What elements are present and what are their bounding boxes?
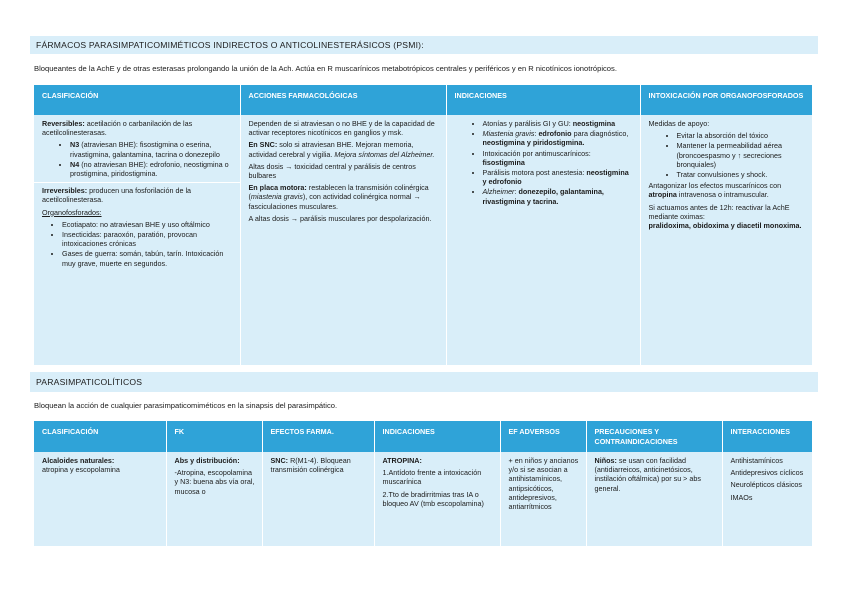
- list-item: • Gases de guerra: somán, tabún, tarín. Intoxicación muy grave, muerte en segundos.: [62, 249, 235, 267]
- list-item: Neurolépticos clásicos: [730, 480, 803, 490]
- header-clasificacion: CLASIFICACIÓN: [34, 85, 240, 115]
- list-item: • Insecticidas: paraoxón, paratión, provocan intoxicaciones crónicas: [62, 230, 235, 248]
- divider: [34, 182, 240, 183]
- parasimpaticoliticos-table: [34, 421, 812, 546]
- cell-clasificacion: [34, 115, 240, 365]
- cell-efectos: SNC: R(M1-4). Bloquean transmisión colinérgica: [262, 452, 374, 546]
- section-title-text: FÁRMACOS PARASIMPATICOMIMÉTICOS INDIRECTOS O ANTICOLINESTERÁSICOS (PSMI):: [36, 40, 424, 50]
- header-precauciones: PRECAUCIONES Y CONTRAINDICACIONES: [586, 421, 722, 452]
- cell-acciones: Dependen de si atraviesan o no BHE y de la capacidad de activar receptores nicotínicos en ganglios y msk. En SNC: solo si atraviesan BHE. Mejoran memoria, actividad cerebral y vigilia. Mejora síntomas del Alzheimer. Altas dosis → toxicidad central y parálisis de centros bulbares En placa motora: restablecen la transmisión colinérgica (miastenia gravis), con actividad colinérgica normal → fasciculaciones musculares. A altas dosis → parálisis musculares por despolarización.: [240, 115, 446, 365]
- list-item: • Ecotiapato: no atraviesan BHE y uso oftálmico: [62, 220, 235, 229]
- header-adversos: EF ADVERSOS: [500, 421, 586, 452]
- intox-p3: Si actuamos antes de 12h: reactivar la AchE mediante oximas:: [648, 202, 790, 221]
- header-efectos: EFECTOS FARMA.: [262, 421, 374, 452]
- section-intro-parasimpaticoliticos: Bloquean la acción de cualquier parasimpaticomiméticos en la sinapsis del parasimpático.: [34, 401, 338, 410]
- cell-clasificacion: Alcaloides naturales: atropina y escopolamina: [34, 452, 166, 546]
- list-item: • N4 (no atraviesan BHE): edrofonio, neostigmina o prostigmina, piridostigmina.: [70, 160, 235, 178]
- header-indicaciones: INDICACIONES: [374, 421, 500, 452]
- cell-fk: Abs y distribución: -Atropina, escopolamina y N3: buena abs vía oral, mucosa o: [166, 452, 262, 546]
- list-item: • Alzheimer: donezepilo, galantamina, rivastigmina y tacrina.: [483, 187, 635, 205]
- section-title-text: PARASIMPATICOLÍTICOS: [36, 377, 143, 387]
- header-fk: FK: [166, 421, 262, 452]
- list-item: • Parálisis motora post anestesia: neostigmina y edrofonio: [483, 168, 635, 186]
- list-item: • N3 (atraviesan BHE): fisostigmina o eserina, rivastigmina, galantamina, tacrina o donezepilo: [70, 140, 235, 158]
- cell-indicaciones: [446, 115, 640, 365]
- list-item: Antihistamínicos: [730, 456, 783, 465]
- list-item: • Atonías y parálisis GI y GU: neostigmina: [483, 119, 635, 128]
- list-item: • Mantener la permeabilidad aérea (broncoespasmo y ↑ secreciones bronquiales): [677, 141, 808, 169]
- header-clasificacion: CLASIFICACIÓN: [34, 421, 166, 452]
- header-indicaciones: INDICACIONES: [446, 85, 640, 115]
- list-item: • Miastenia gravis: edrofonio para diagnóstico, neostigmina y piridostigmina.: [483, 129, 635, 147]
- section-title-psmi: [30, 36, 818, 54]
- list-item: • Tratar convulsiones y shock.: [677, 170, 808, 179]
- header-intoxicacion: INTOXICACIÓN POR ORGANOFOSFORADOS: [640, 85, 812, 115]
- section-title-parasimpaticoliticos: [30, 372, 818, 392]
- section-intro-psmi: Bloqueantes de la AchE y de otras esterasas prolongando la unión de la Ach. Actúa en R muscarínicos metabotrópicos centrales y periféricos y en R nicotínicos ionotrópicos.: [34, 64, 617, 73]
- irreversibles-text: producen una fosforilación de la acetilcolinesterasa.: [42, 186, 192, 205]
- irreversibles-label: Irreversibles:: [42, 186, 88, 196]
- header-interacciones: INTERACCIONES: [722, 421, 812, 452]
- list-item: Antidepresivos cíclicos: [730, 468, 804, 478]
- cell-intoxicacion: Medidas de apoyo: • Evitar la absorción del tóxico • Mantener la permeabilidad aérea (broncoespasmo y ↑ secreciones bronquiales) • Tratar convulsiones y shock. Antagonizar los efectos muscarínicos con atropina intravenosa o intramuscular. Si actuamos antes de 12h: reactivar la AchE mediante oximas: pralidoxima, obidoxima y diacetil monoxima.: [640, 115, 812, 365]
- organofosforados-label: Organofosforados:: [42, 207, 102, 217]
- list-item: • Intoxicación por antimuscarínicos: fisostigmina: [483, 149, 635, 167]
- cell-adversos: + en niños y ancianos y/o si se asocian a antihistamínicos, antipsicóticos, antidepresivos, antiarrítmicos: [500, 452, 586, 546]
- list-item: • Evitar la absorción del tóxico: [677, 131, 808, 140]
- reversibles-text: acetilación o carbanilación de las acetilcolinesterasas.: [42, 119, 193, 138]
- intox-oximas: pralidoxima, obidoxima y diacetil monoxima.: [648, 221, 802, 231]
- acciones-p3: Altas dosis → toxicidad central y parálisis de centros bulbares: [248, 161, 416, 181]
- header-acciones: ACCIONES FARMACOLÓGICAS: [240, 85, 446, 115]
- acciones-p1: Dependen de si atraviesan o no BHE y de la capacidad de activar receptores nicotínicos en ganglios y msk.: [248, 119, 435, 138]
- cell-interacciones: [722, 452, 812, 546]
- intox-p1: Medidas de apoyo:: [648, 119, 710, 128]
- list-item: IMAOs: [730, 492, 753, 502]
- cell-precauciones: Niños: se usan con facilidad (antidiarreicos, anticinetósicos, instilación oftálmica) por su > abs general.: [586, 452, 722, 546]
- cell-indicaciones: ATROPINA: 1.Antídoto frente a intoxicación muscarínica 2.Tto de bradirritmias tras IA o bloqueo AV (tmb escopolamina): [374, 452, 500, 546]
- reversibles-label: Reversibles:: [42, 119, 85, 128]
- acciones-p5: A altas dosis → parálisis musculares por despolarización.: [248, 213, 432, 223]
- psmi-table: [34, 85, 812, 365]
